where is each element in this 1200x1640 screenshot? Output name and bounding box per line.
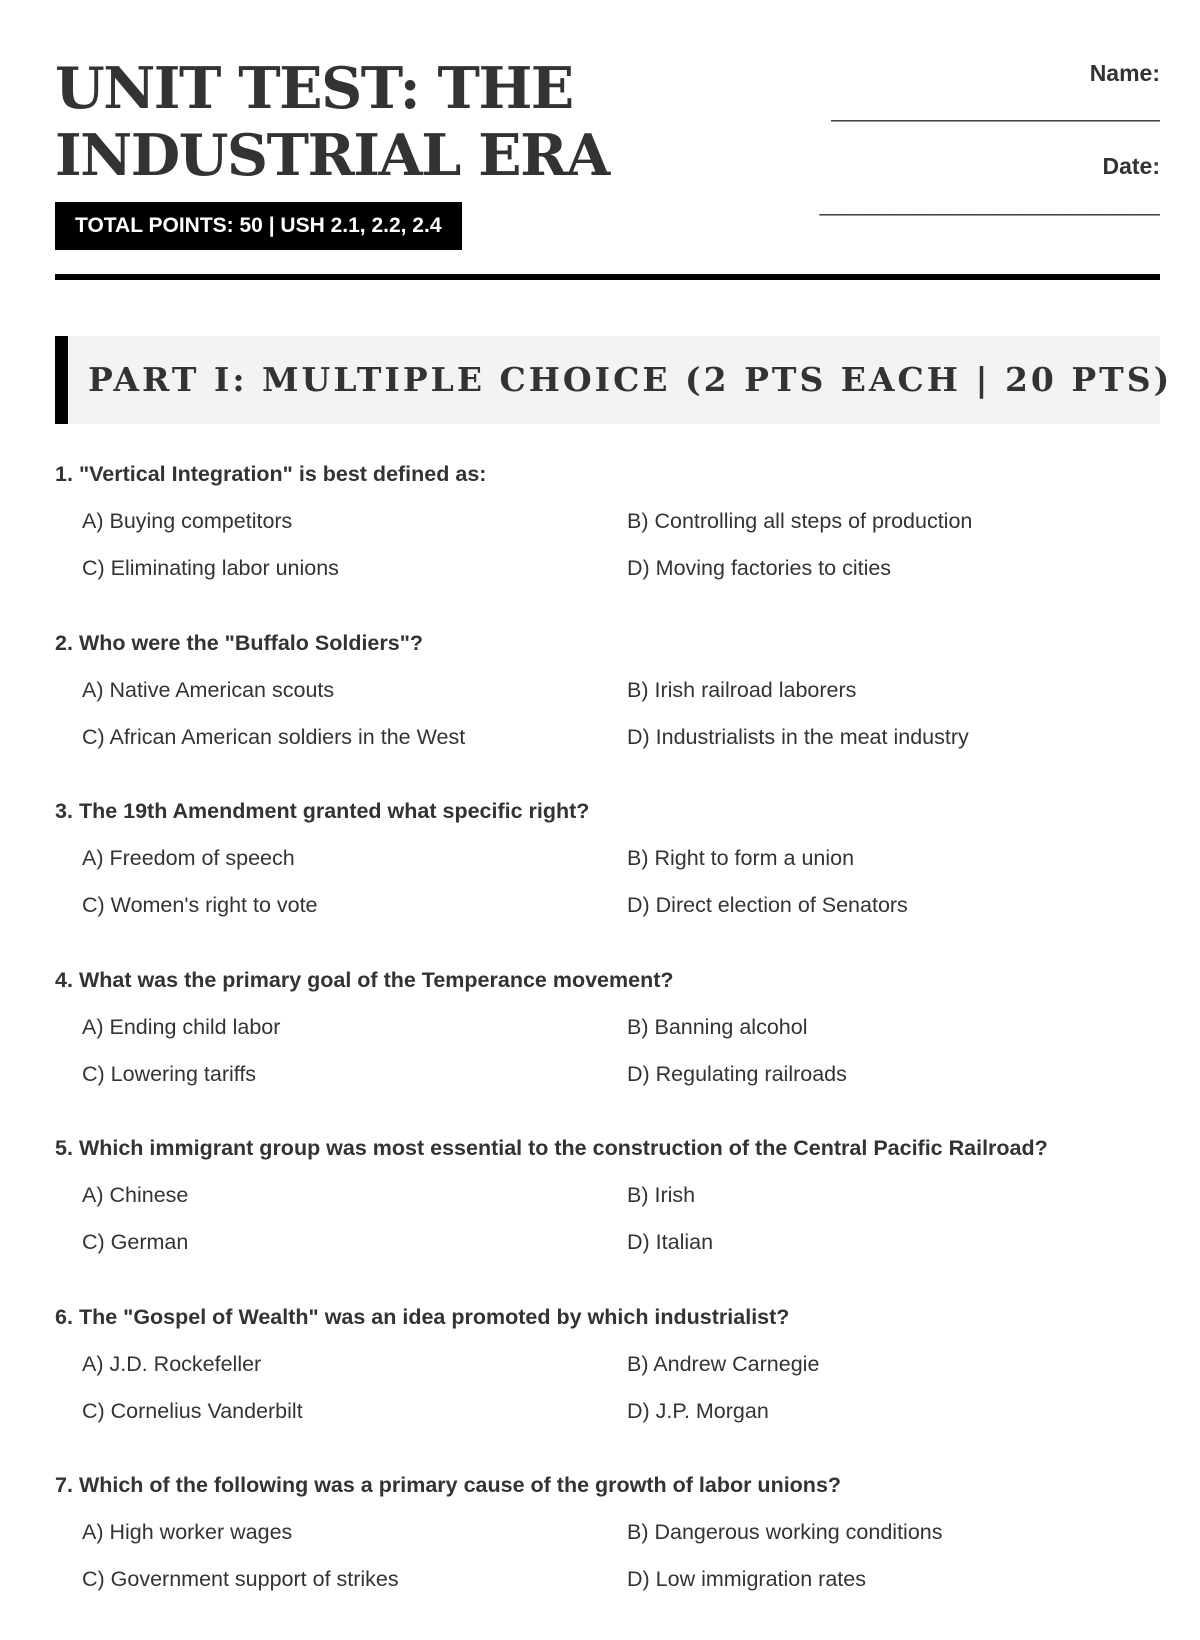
- answer-option-a[interactable]: A) High worker wages: [82, 1520, 293, 1544]
- answer-option-d[interactable]: D) J.P. Morgan: [627, 1398, 769, 1423]
- answer-option-d[interactable]: D) Direct election of Senators: [627, 893, 908, 917]
- question-number: 3.: [55, 799, 73, 823]
- answer-option-d[interactable]: D) Regulating railroads: [627, 1061, 847, 1086]
- answer-option-c[interactable]: C) Cornelius Vanderbilt: [82, 1398, 303, 1423]
- header-divider: [55, 274, 1160, 280]
- answer-option-d[interactable]: D) Moving factories to cities: [627, 556, 892, 580]
- question-number: 7.: [55, 1473, 73, 1497]
- question-prompt: Which immigrant group was most essential to the construction of the Central Pacific Railroad?: [78, 1136, 1048, 1160]
- name-label: Name:: [1089, 60, 1160, 86]
- question-7: [55, 1471, 1160, 1640]
- answer-option-c[interactable]: C) Women's right to vote: [82, 893, 318, 917]
- section-header: [55, 336, 1173, 424]
- question-prompt: Which of the following was a primary cause of the growth of labor unions?: [78, 1473, 842, 1497]
- date-field[interactable]: _____________________________: [819, 191, 1160, 216]
- answer-option-b[interactable]: B) Banning alcohol: [627, 1014, 808, 1039]
- answer-option-a[interactable]: A) J.D. Rockefeller: [82, 1351, 262, 1376]
- question-4: [55, 966, 1160, 1135]
- answer-option-c[interactable]: C) African American soldiers in the West: [82, 724, 466, 749]
- answer-option-a[interactable]: A) Buying competitors: [82, 509, 293, 533]
- answer-option-b[interactable]: B) Andrew Carnegie: [627, 1351, 820, 1376]
- page-title: UNIT TEST: THE INDUSTRIAL ERA: [55, 55, 609, 189]
- question-number: 6.: [55, 1304, 73, 1329]
- question-text: [55, 460, 486, 488]
- question-text: [55, 1303, 789, 1331]
- answer-option-a[interactable]: A) Ending child labor: [82, 1014, 281, 1039]
- question-text: [55, 629, 423, 657]
- question-text: [55, 1134, 1048, 1162]
- answer-option-d[interactable]: D) Industrialists in the meat industry: [627, 724, 969, 749]
- points-badge: TOTAL POINTS: 50 | USH 2.1, 2.2, 2.4: [55, 202, 462, 250]
- answer-option-b[interactable]: B) Dangerous working conditions: [627, 1520, 943, 1544]
- answer-option-c[interactable]: C) Lowering tariffs: [82, 1061, 257, 1086]
- question-prompt: The 19th Amendment granted what specific right?: [78, 799, 590, 823]
- answer-option-b[interactable]: B) Irish: [627, 1183, 696, 1207]
- question-2: [55, 629, 1160, 798]
- name-field[interactable]: ____________________________: [831, 97, 1160, 122]
- question-prompt: "Vertical Integration" is best defined as:: [78, 462, 487, 486]
- question-number: 4.: [55, 967, 73, 992]
- question-number: 2.: [55, 630, 73, 655]
- answer-option-b[interactable]: B) Controlling all steps of production: [627, 509, 973, 533]
- question-list: [55, 460, 1160, 1640]
- question-3: [55, 797, 1160, 966]
- question-text: [55, 797, 589, 825]
- question-number: 5.: [55, 1136, 73, 1160]
- answer-option-d[interactable]: D) Low immigration rates: [627, 1567, 866, 1591]
- question-6: [55, 1303, 1160, 1472]
- answer-option-a[interactable]: A) Native American scouts: [82, 677, 335, 702]
- answer-option-b[interactable]: B) Right to form a union: [627, 846, 855, 870]
- question-number: 1.: [55, 462, 73, 486]
- question-text: [55, 966, 674, 994]
- answer-option-c[interactable]: C) Government support of strikes: [82, 1567, 399, 1591]
- question-prompt: The "Gospel of Wealth" was an idea promoted by which industrialist?: [78, 1304, 790, 1329]
- answer-option-a[interactable]: A) Chinese: [82, 1183, 189, 1207]
- section-title: PART I: MULTIPLE CHOICE (2 PTS EACH | 20 PTS): [88, 360, 1173, 399]
- answer-option-c[interactable]: C) German: [82, 1230, 189, 1254]
- answer-option-c[interactable]: C) Eliminating labor unions: [82, 556, 339, 580]
- question-5: [55, 1134, 1160, 1303]
- answer-option-d[interactable]: D) Italian: [627, 1230, 714, 1254]
- question-text: [55, 1471, 841, 1499]
- test-header: [55, 55, 1160, 285]
- question-1: [55, 460, 1160, 629]
- date-label: Date:: [1102, 153, 1160, 179]
- answer-option-a[interactable]: A) Freedom of speech: [82, 846, 295, 870]
- test-page: [55, 0, 1173, 1600]
- question-prompt: What was the primary goal of the Temperance movement?: [78, 967, 674, 992]
- question-prompt: Who were the "Buffalo Soldiers"?: [78, 630, 424, 655]
- answer-option-b[interactable]: B) Irish railroad laborers: [627, 677, 857, 702]
